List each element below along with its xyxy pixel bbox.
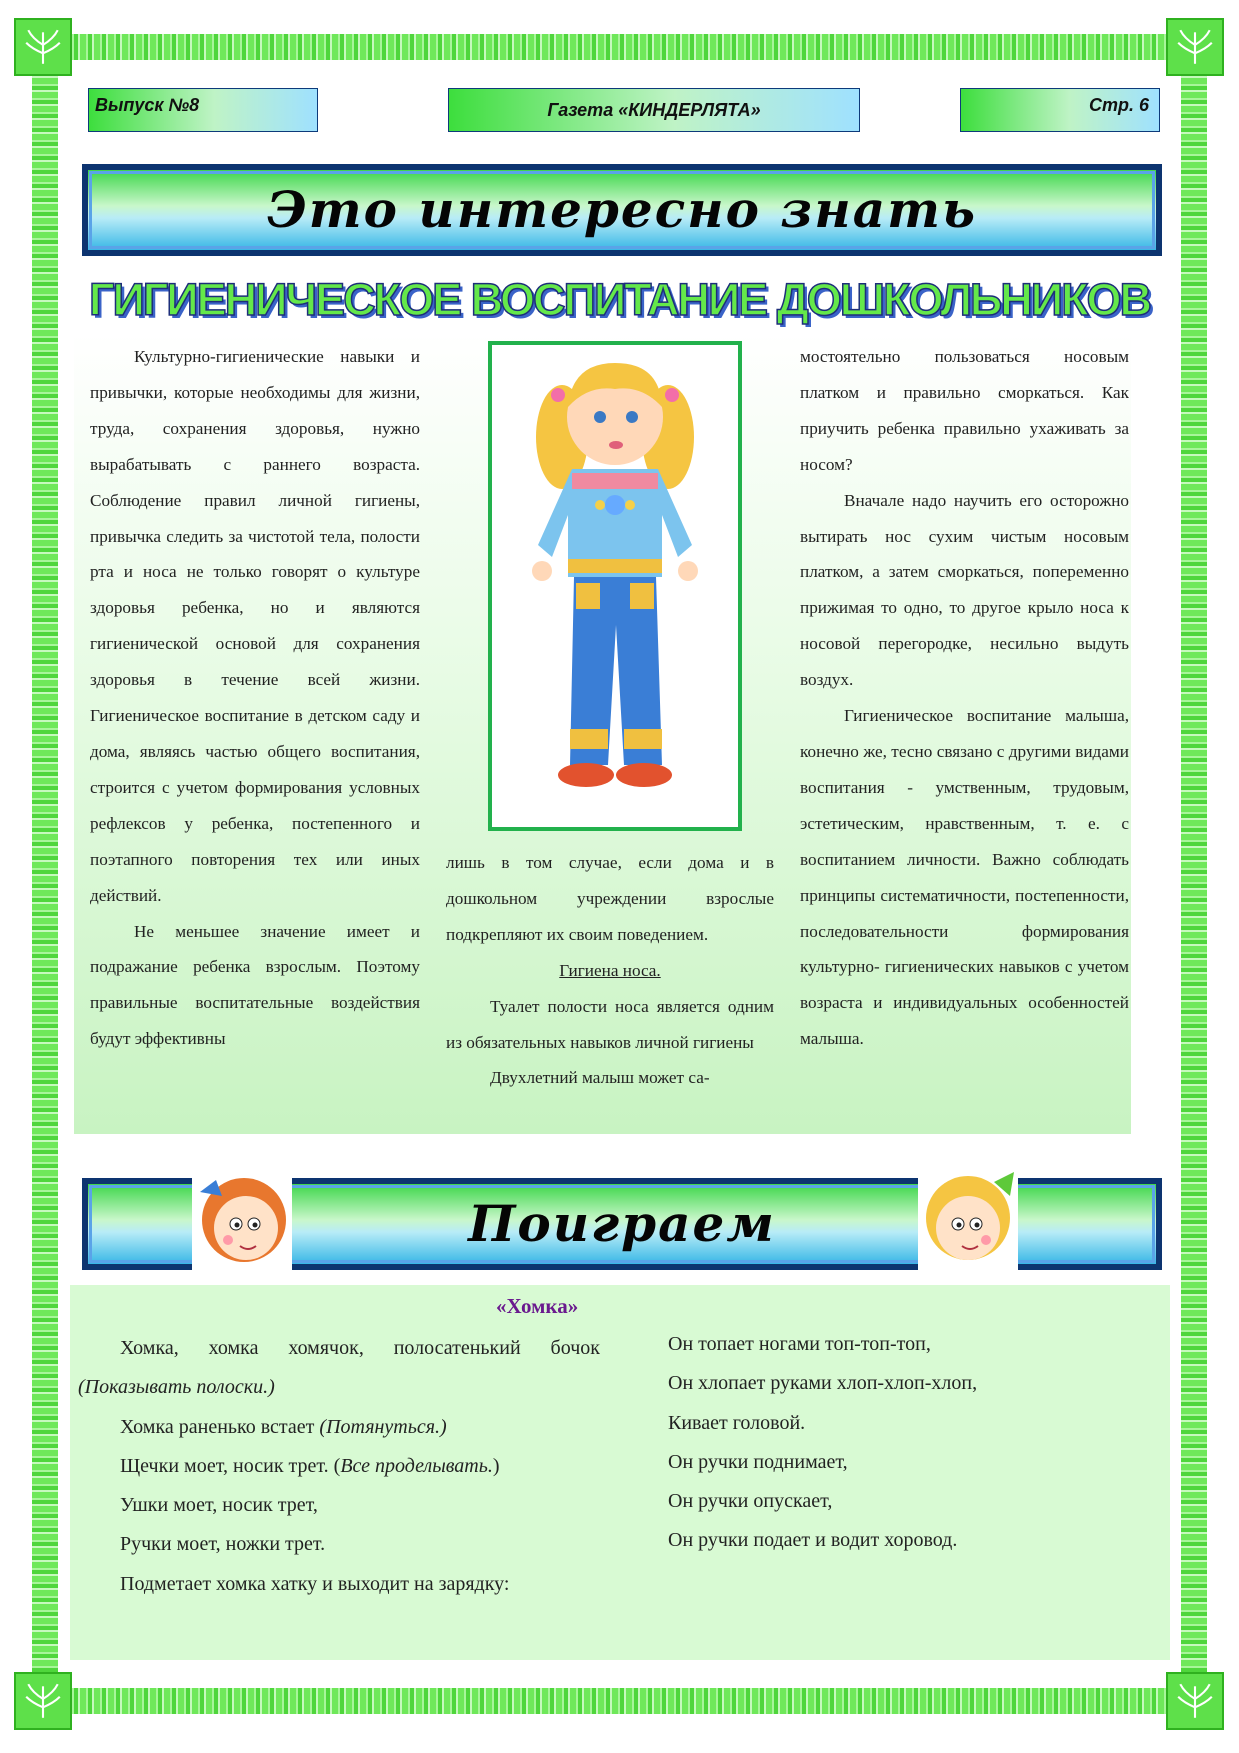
poem-line bbox=[78, 1408, 600, 1447]
poem-line: Кивает головой. bbox=[668, 1411, 806, 1434]
poem-column-right bbox=[668, 1325, 1138, 1561]
girl-face-blue-bow-icon bbox=[192, 1162, 292, 1272]
poem-line bbox=[78, 1447, 600, 1486]
poem-line-note: (Потянуться.) bbox=[319, 1415, 447, 1438]
paragraph: Двухлетний малыш может са- bbox=[490, 1068, 710, 1088]
poem-line: Он ручки опускает, bbox=[668, 1490, 833, 1513]
article-column-1 bbox=[90, 339, 420, 1057]
poem-line: Он топает ногами топ-топ-топ, bbox=[668, 1333, 931, 1355]
poem-line: Он ручки поднимает, bbox=[668, 1450, 848, 1473]
poem-column-left bbox=[78, 1329, 600, 1604]
frame-bottom bbox=[66, 1688, 1172, 1714]
poem-line: Ушки моет, носик трет, bbox=[120, 1494, 318, 1517]
article-column-2 bbox=[446, 845, 774, 1096]
poem-line-text: ) bbox=[492, 1454, 500, 1477]
leaf-corner-icon bbox=[1166, 1672, 1224, 1730]
poem-line-note: Все проделывать. bbox=[340, 1454, 493, 1477]
section-title: Это интересно знать bbox=[266, 180, 978, 239]
poem-line: Он хлопает руками хлоп-хлоп-хлоп, bbox=[668, 1372, 978, 1395]
girl-face-green-bow-icon bbox=[918, 1162, 1018, 1272]
article-column-3 bbox=[800, 339, 1129, 1057]
section-heading-nose: Гигиена носа. bbox=[559, 960, 661, 980]
poem-title: «Хомка» bbox=[496, 1294, 579, 1318]
article-headline: ГИГИЕНИЧЕСКОЕ ВОСПИТАНИЕ ДОШКОЛЬНИКОВ bbox=[88, 274, 1151, 325]
section-title: Поиграем bbox=[468, 1194, 776, 1253]
poem-line-note: (Показывать полоски.) bbox=[78, 1376, 275, 1399]
paragraph: лишь в том случае, если дома и в дошкольном учреждении взрослые подкрепляют их своим поведением. bbox=[446, 853, 774, 944]
poem-line: Ручки моет, ножки трет. bbox=[120, 1533, 326, 1556]
paragraph: Гигиеническое воспитание малыша, конечно же, тесно связано с другими видами воспитания - умственным, трудовым, эстетическим, нравственным, т. е. с воспитанием личности. Важно соблюдать принципы систематичности, постепенности, последовательности формирования культурно- гигиенических навыков с учетом возраста и индивидуальных особенностей малыша. bbox=[800, 706, 1129, 1049]
issue-number: Выпуск №8 bbox=[88, 88, 318, 132]
leaf-corner-icon bbox=[14, 18, 72, 76]
doll-illustration bbox=[488, 341, 742, 831]
paragraph: мостоятельно пользоваться носовым платком и правильно сморкаться. Как приучить ребенка правильно ухаживать за носом? bbox=[800, 347, 1129, 474]
frame-top bbox=[66, 34, 1172, 60]
paragraph: Культурно-гигиенические навыки и привычки, которые необходимы для жизни, труда, сохранения здоровья, нужно вырабатывать с раннего возраста. Соблюдение правил личной гигиены, привычка следить за чистотой тела, полости рта и носа не только говорят о культуре здоровья ребенка, но и являются гигиенической основой для сохранения здоровья в течение всей жизни. Гигиеническое воспитание в детском саду и дома, являясь частью общего воспитания, строится с учетом формирования условных рефлексов у ребенка, постепенного и поэтапного повторения тех или иных действий. bbox=[90, 347, 420, 905]
section-banner-interesting bbox=[82, 164, 1162, 256]
leaf-corner-icon bbox=[1166, 18, 1224, 76]
page-number: Стр. 6 bbox=[960, 88, 1160, 132]
poem-line-text: Щечки моет, носик трет. ( bbox=[120, 1454, 341, 1477]
paragraph: Вначале надо научить его осторожно вытирать нос сухим чистым носовым платком, а затем сморкаться, попеременно прижимая то одно, то другое крыло носа к носовой перегородке, несильно выдуть воздух. bbox=[800, 490, 1129, 690]
leaf-corner-icon bbox=[14, 1672, 72, 1730]
paragraph: Туалет полости носа является одним из обязательных навыков личной гигиены bbox=[446, 996, 774, 1052]
paragraph: Не меньшее значение имеет и подражание ребенка взрослым. Поэтому правильные воспитательные воздействия будут эффективны bbox=[90, 921, 420, 1049]
poem-line: Он ручки подает и водит хоровод. bbox=[668, 1529, 958, 1552]
newspaper-title: Газета «КИНДЕРЛЯТА» bbox=[448, 88, 860, 132]
poem-line: Подметает хомка хатку и выходит на зарядку: bbox=[120, 1572, 510, 1595]
poem-line-text: Хомка раненько встает bbox=[120, 1415, 320, 1438]
poem-line: Хомка, хомка хомячок, полосатенький бочок bbox=[120, 1337, 600, 1359]
